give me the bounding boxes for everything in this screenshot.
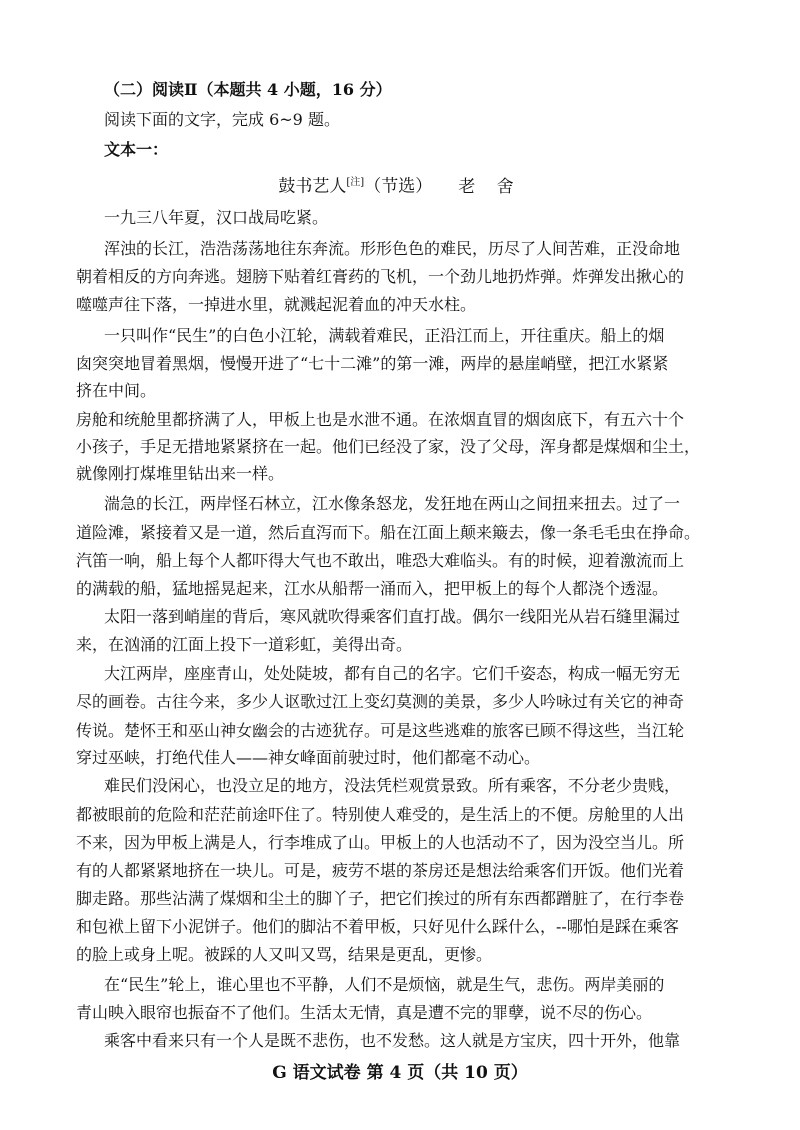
article-subtitle: （节选） xyxy=(364,176,433,197)
text-label: 文本一： xyxy=(104,140,169,159)
article-author: 老 舍 xyxy=(458,176,522,197)
body-line: 小孩子，手足无措地紧紧挤在一起。他们已经没了家，没了父母，浑身都是煤烟和尘土， xyxy=(76,437,701,456)
body-line: 和包袱上留下小泥饼子。他们的脚沾不着甲板，只好见什么踩什么，--哪怕是踩在乘客 xyxy=(76,917,679,936)
body-line: 不来，因为甲板上满是人，行李堆成了山。甲板上的人也活动不了，因为没空当儿。所 xyxy=(76,833,685,852)
underlined-line: 传说。楚怀王和巫山神女幽会的古迹犹存。可是这些逃难的旅客已顾不得这些，当江轮 xyxy=(76,721,685,740)
instruction-text: 阅读下面的文字，完成 6~9 题。 xyxy=(104,110,340,129)
body-line: 就像刚打煤堆里钻出来一样。 xyxy=(76,464,285,483)
body-line: 朝着相反的方向奔逃。翅膀下贴着红膏药的飞机，一个劲儿地扔炸弹。炸弹发出揪心的 xyxy=(76,267,685,286)
article-title: 鼓书艺人 xyxy=(278,176,347,197)
body-line: 脚走路。那些沾满了煤烟和尘土的脚丫子，把它们挨过的所有东西都蹭脏了，在行李卷 xyxy=(76,889,685,908)
page-footer: G 语文试卷 第 4 页（共 10 页） xyxy=(272,1063,528,1083)
body-line: 浑浊的长江，浩浩荡荡地往东奔流。形形色色的难民，历尽了人间苦难，正没命地 xyxy=(104,239,681,258)
body-line: 有的人都紧紧地挤在一块儿。可是，疲劳不堪的茶房还是想法给乘客们开饭。他们光着 xyxy=(76,861,685,880)
body-line: 囱突突地冒着黑烟，慢慢开进了“七十二滩”的第一滩，两岸的悬崖峭壁，把江水紧紧 xyxy=(76,354,669,373)
body-line: 乘客中看来只有一个人是既不悲伤，也不发愁。这人就是方宝庆，四十开外，他靠 xyxy=(104,1031,681,1050)
underlined-line: 尽的画卷。古往今来，多少人讴歌过江上变幻莫测的美景，多少人吟咏过有关它的神奇 xyxy=(76,692,685,711)
body-line: 难民们没闲心，也没立足的地方，没法凭栏观赏景致。所有乘客，不分老少贵贱， xyxy=(104,776,681,795)
body-line: 道险滩，紧接着又是一道，然后直泻而下。船在江面上颠来簸去，像一条毛毛虫在挣命。 xyxy=(76,523,701,542)
body-line: 都被眼前的危险和茫茫前途吓住了。特别使人难受的，是生活上的不便。房舱里的人出 xyxy=(76,805,685,824)
body-line: 挤在中间。 xyxy=(76,381,157,400)
body-line: 房舱和统舱里都挤满了人，甲板上也是水泄不通。在浓烟直冒的烟囱底下，有五六十个 xyxy=(76,410,685,429)
section-heading: （二）阅读Ⅱ（本题共 4 小题，16 分） xyxy=(104,80,392,99)
body-line: 青山映入眼帘也振奋不了他们。生活太无情，真是遭不完的罪孽，说不尽的伤心。 xyxy=(76,1003,653,1022)
body-line: 在“民生”轮上，谁心里也不平静，人们不是烦恼，就是生气，悲伤。两岸美丽的 xyxy=(104,975,665,994)
body-line: 来，在汹涌的江面上投下一道彩虹，美得出奇。 xyxy=(76,635,413,654)
underlined-line: 大江两岸，座座青山，处处陡坡，都有自己的名字。它们千姿态，构成一幅无穷无 xyxy=(104,664,681,683)
body-line: 汽笛一响，船上每个人都吓得大气也不敢出，唯恐大难临头。有的时候，迎着激流而上 xyxy=(76,551,685,570)
article-title-block xyxy=(0,172,800,198)
body-line: 一只叫作“民生”的白色小江轮，满载着难民，正沿江而上，开往重庆。船上的烟 xyxy=(104,326,665,345)
body-line: 的脸上或身上呢。被踩的人又叫又骂，结果是更乱，更惨。 xyxy=(76,945,493,964)
body-line: 太阳一落到峭崖的背后，寒风就吹得乘客们直打战。偶尔一线阳光从岩石缝里漏过 xyxy=(104,607,681,626)
body-line: 一九三八年夏，汉口战局吃紧。 xyxy=(104,208,329,227)
note-marker: [注] xyxy=(346,177,365,188)
body-line: 噬噬声往下落，一掉进水里，就溅起泥着血的冲天水柱。 xyxy=(76,295,477,314)
underlined-line: 穿过巫峡，打绝代佳人——神女峰面前驶过时，他们都毫不动心。 xyxy=(76,748,541,767)
body-line: 湍急的长江，两岸怪石林立，江水像条怒龙，发狂地在两山之间扭来扭去。过了一 xyxy=(104,494,681,513)
body-line: 的满载的船，猛地摇晃起来，江水从船帮一涌而入，把甲板上的每个人都浇个透湿。 xyxy=(76,579,669,598)
